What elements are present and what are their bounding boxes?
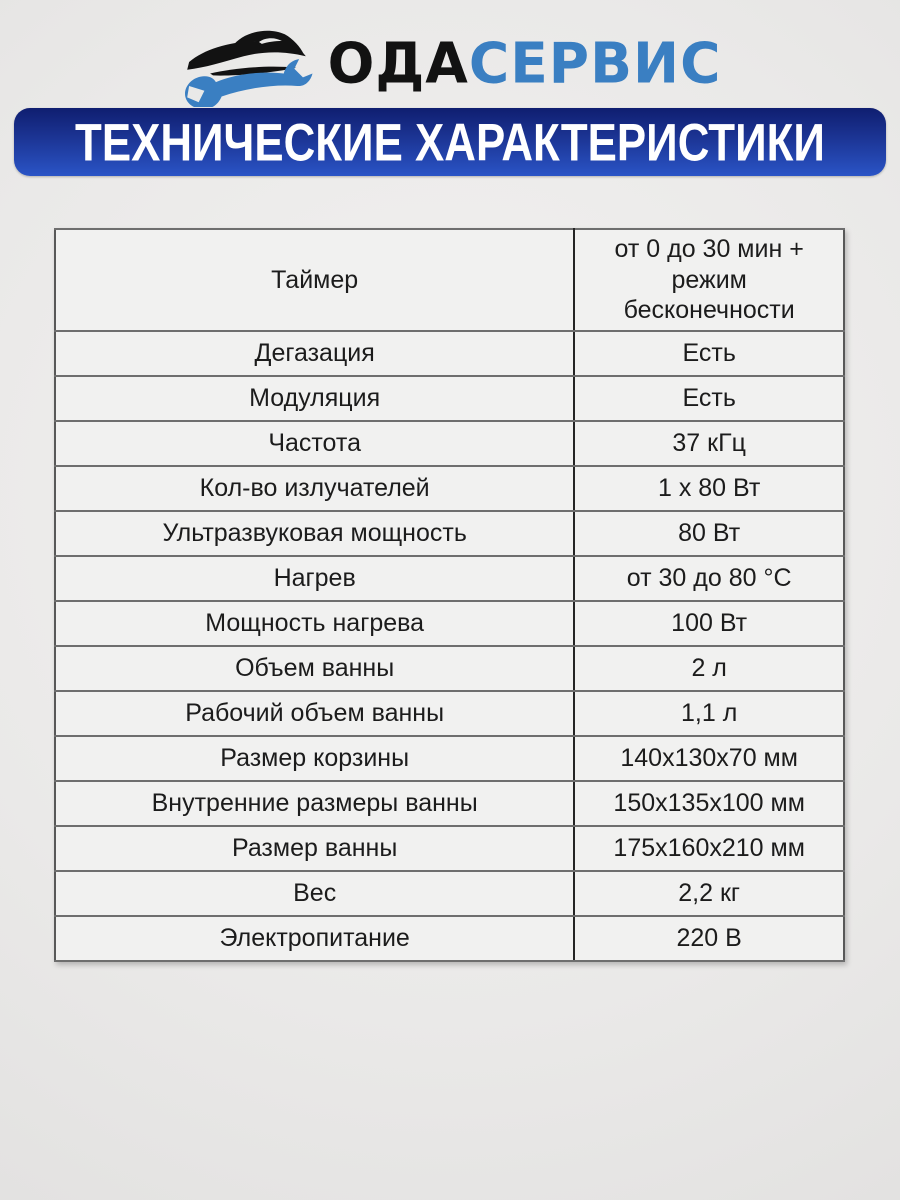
table-row — [55, 871, 844, 916]
spec-value: 37 кГц — [574, 421, 844, 466]
title-banner — [14, 108, 886, 176]
spec-label: Дегазация — [55, 331, 574, 376]
table-row — [55, 916, 844, 961]
spec-value: Есть — [574, 376, 844, 421]
spec-value: Есть — [574, 331, 844, 376]
spec-label: Нагрев — [55, 556, 574, 601]
page-title: ТЕХНИЧЕСКИЕ ХАРАКТЕРИСТИКИ — [75, 112, 825, 172]
spec-label: Размер ванны — [55, 826, 574, 871]
table-row — [55, 691, 844, 736]
spec-label: Ультразвуковая мощность — [55, 511, 574, 556]
table-row — [55, 601, 844, 646]
spec-label: Модуляция — [55, 376, 574, 421]
table-row — [55, 826, 844, 871]
table-row — [55, 331, 844, 376]
spec-label: Объем ванны — [55, 646, 574, 691]
spec-value: 1,1 л — [574, 691, 844, 736]
spec-label: Размер корзины — [55, 736, 574, 781]
spec-value: 2 л — [574, 646, 844, 691]
table-row — [55, 556, 844, 601]
logo-text-blue: СЕРВИС — [468, 29, 722, 96]
table-row — [55, 229, 844, 331]
spec-value: от 30 до 80 °С — [574, 556, 844, 601]
spec-label: Мощность нагрева — [55, 601, 574, 646]
spec-value: 140x130x70 мм — [574, 736, 844, 781]
specs-table — [54, 228, 845, 962]
spec-label: Частота — [55, 421, 574, 466]
spec-value: 220 В — [574, 916, 844, 961]
table-row — [55, 511, 844, 556]
spec-value: 100 Вт — [574, 601, 844, 646]
table-row — [55, 781, 844, 826]
specs-table-body — [55, 229, 844, 961]
spec-label: Внутренние размеры ванны — [55, 781, 574, 826]
spec-label: Таймер — [55, 229, 574, 331]
spec-value: 80 Вт — [574, 511, 844, 556]
spec-value: 2,2 кг — [574, 871, 844, 916]
car-wrench-icon — [179, 19, 314, 107]
table-row — [55, 466, 844, 511]
spec-value: от 0 до 30 мин + режим бесконечности — [574, 229, 844, 331]
spec-label: Вес — [55, 871, 574, 916]
spec-value: 175x160x210 мм — [574, 826, 844, 871]
table-row — [55, 376, 844, 421]
table-row — [55, 421, 844, 466]
table-row — [55, 646, 844, 691]
logo — [0, 18, 900, 108]
spec-value: 150x135x100 мм — [574, 781, 844, 826]
spec-label: Рабочий объем ванны — [55, 691, 574, 736]
logo-text — [327, 29, 722, 96]
spec-value: 1 x 80 Вт — [574, 466, 844, 511]
spec-label: Кол-во излучателей — [55, 466, 574, 511]
spec-label: Электропитание — [55, 916, 574, 961]
table-row — [55, 736, 844, 781]
logo-text-black: ОДА — [327, 29, 469, 96]
